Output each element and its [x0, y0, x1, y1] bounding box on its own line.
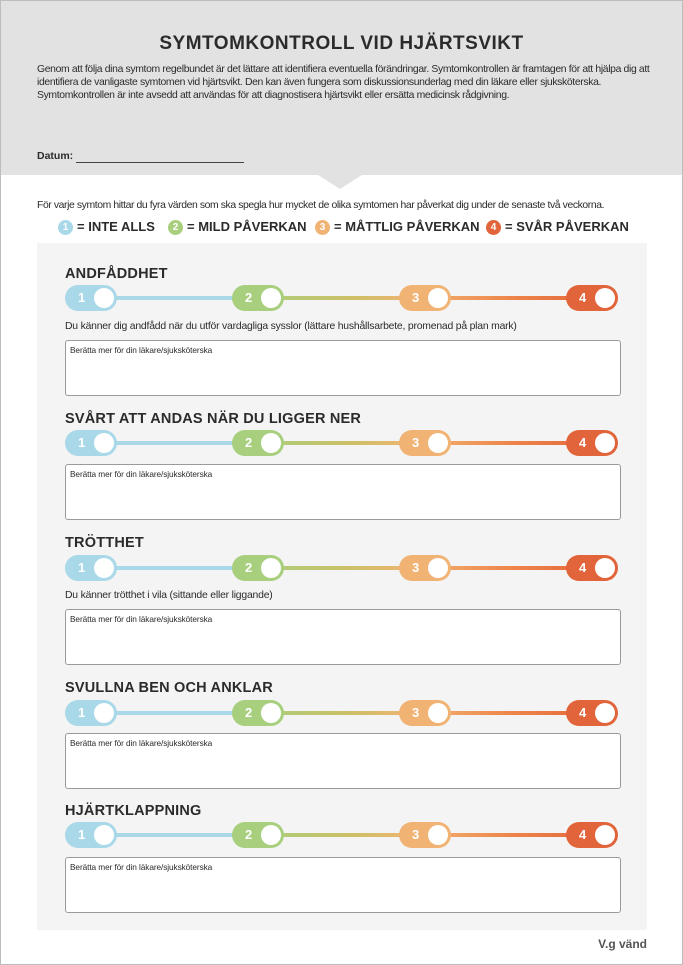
radio-knob [595, 558, 615, 578]
rating-value: 3 [412, 560, 420, 575]
scale-track [77, 296, 607, 300]
notes-field-hjartklappning[interactable] [65, 857, 621, 913]
rating-value: 4 [579, 435, 587, 450]
radio-knob [595, 825, 615, 845]
rating-option-1[interactable] [65, 430, 117, 456]
rating-option-3[interactable] [399, 555, 451, 581]
rating-option-3[interactable] [399, 430, 451, 456]
rating-option-3[interactable] [399, 285, 451, 311]
legend-dot-3: 3 [315, 220, 330, 235]
radio-knob [94, 558, 114, 578]
radio-knob [428, 433, 448, 453]
date-label: Datum: [37, 150, 74, 162]
rating-value: 2 [245, 827, 253, 842]
rating-value: 4 [579, 290, 587, 305]
rating-option-2[interactable] [232, 555, 284, 581]
legend-item-1 [58, 219, 155, 235]
rating-option-4[interactable] [566, 430, 618, 456]
rating-value: 4 [579, 827, 587, 842]
rating-option-3[interactable] [399, 822, 451, 848]
section-title-svart-att-andas: SVÅRT ATT ANDAS NÄR DU LIGGER NER [65, 411, 362, 427]
rating-option-2[interactable] [232, 700, 284, 726]
legend-item-2 [168, 219, 307, 235]
header-notch [318, 175, 362, 189]
notes-placeholder: Berätta mer för din läkare/sjuksköterska [70, 469, 213, 479]
radio-knob [261, 703, 281, 723]
legend-dot-2: 2 [168, 220, 183, 235]
notes-field-svart-att-andas[interactable] [65, 464, 621, 520]
section-title-svullna-ben: SVULLNA BEN OCH ANKLAR [65, 680, 273, 696]
radio-knob [261, 288, 281, 308]
section-title-hjartklappning: HJÄRTKLAPPNING [65, 803, 202, 819]
rating-scale-trotthet [65, 555, 620, 581]
radio-knob [428, 558, 448, 578]
radio-knob [94, 288, 114, 308]
rating-value: 4 [579, 560, 587, 575]
radio-knob [94, 825, 114, 845]
radio-knob [428, 288, 448, 308]
rating-value: 1 [78, 705, 86, 720]
rating-legend [58, 219, 638, 239]
rating-value: 3 [412, 290, 420, 305]
rating-option-1[interactable] [65, 700, 117, 726]
radio-knob [261, 433, 281, 453]
rating-value: 2 [245, 435, 253, 450]
rating-option-2[interactable] [232, 822, 284, 848]
rating-scale-svullna-ben [65, 700, 620, 726]
rating-option-4[interactable] [566, 555, 618, 581]
date-field[interactable] [76, 162, 244, 163]
notes-placeholder: Berätta mer för din läkare/sjuksköterska [70, 614, 213, 624]
radio-knob [595, 433, 615, 453]
rating-scale-svart-att-andas [65, 430, 620, 456]
rating-option-4[interactable] [566, 822, 618, 848]
rating-value: 3 [412, 705, 420, 720]
rating-option-4[interactable] [566, 285, 618, 311]
rating-option-3[interactable] [399, 700, 451, 726]
radio-knob [261, 558, 281, 578]
section-title-andfaddhet: ANDFÅDDHET [65, 266, 168, 282]
notes-placeholder: Berätta mer för din läkare/sjuksköterska [70, 738, 213, 748]
page-footer: V.g vänd [598, 937, 647, 951]
rating-value: 2 [245, 560, 253, 575]
legend-label-2: = MILD PÅVERKAN [187, 219, 307, 234]
rating-value: 2 [245, 290, 253, 305]
scale-track [77, 441, 607, 445]
rating-value: 1 [78, 435, 86, 450]
rating-option-1[interactable] [65, 555, 117, 581]
rating-value: 4 [579, 705, 587, 720]
rating-value: 2 [245, 705, 253, 720]
rating-option-1[interactable] [65, 822, 117, 848]
notes-field-trotthet[interactable] [65, 609, 621, 665]
legend-item-3 [315, 219, 480, 235]
radio-knob [428, 825, 448, 845]
rating-option-1[interactable] [65, 285, 117, 311]
section-description-andfaddhet: Du känner dig andfådd när du utför vardagliga sysslor (lättare hushållsarbete, promenad på plan mark) [65, 321, 517, 332]
rating-value: 1 [78, 560, 86, 575]
scale-track [77, 833, 607, 837]
rating-option-4[interactable] [566, 700, 618, 726]
rating-scale-andfaddhet [65, 285, 620, 311]
intro-text: Genom att följa dina symtom regelbundet är det lättare att identifiera eventuella förändringar. Symtomkontrollen är framtagen för att hjälpa dig att identifiera de vanligaste symtomen vid hjärtsvikt. Den kan även fungera som diskussionsunderlag med din läkare eller sjuksköterska. Symtomkontrollen är inte avsedd att användas för att diagnostisera hjärtsvikt eller ersätta medicinsk rådgivning. [37, 64, 650, 102]
notes-field-andfaddhet[interactable] [65, 340, 621, 396]
rating-value: 1 [78, 290, 86, 305]
rating-value: 3 [412, 827, 420, 842]
radio-knob [428, 703, 448, 723]
section-description-trotthet: Du känner trötthet i vila (sittande eller liggande) [65, 590, 273, 601]
scale-track [77, 711, 607, 715]
rating-value: 1 [78, 827, 86, 842]
radio-knob [94, 433, 114, 453]
legend-dot-1: 1 [58, 220, 73, 235]
scale-track [77, 566, 607, 570]
page-title: SYMTOMKONTROLL VID HJÄRTSVIKT [159, 33, 524, 54]
notes-field-svullna-ben[interactable] [65, 733, 621, 789]
legend-label-1: = INTE ALLS [77, 219, 155, 234]
section-title-trotthet: TRÖTTHET [65, 535, 144, 551]
legend-label-4: = SVÅR PÅVERKAN [505, 219, 629, 234]
radio-knob [94, 703, 114, 723]
notes-placeholder: Berätta mer för din läkare/sjuksköterska [70, 345, 213, 355]
radio-knob [595, 703, 615, 723]
radio-knob [261, 825, 281, 845]
legend-item-4 [486, 219, 629, 235]
rating-option-2[interactable] [232, 285, 284, 311]
rating-option-2[interactable] [232, 430, 284, 456]
notes-placeholder: Berätta mer för din läkare/sjuksköterska [70, 862, 213, 872]
rating-value: 3 [412, 435, 420, 450]
legend-label-3: = MÅTTLIG PÅVERKAN [334, 219, 480, 234]
instruction-text: För varje symtom hittar du fyra värden som ska spegla hur mycket de olika symtomen har påverkat dig under de senaste två veckorna. [37, 200, 605, 211]
legend-dot-4: 4 [486, 220, 501, 235]
radio-knob [595, 288, 615, 308]
rating-scale-hjartklappning [65, 822, 620, 848]
